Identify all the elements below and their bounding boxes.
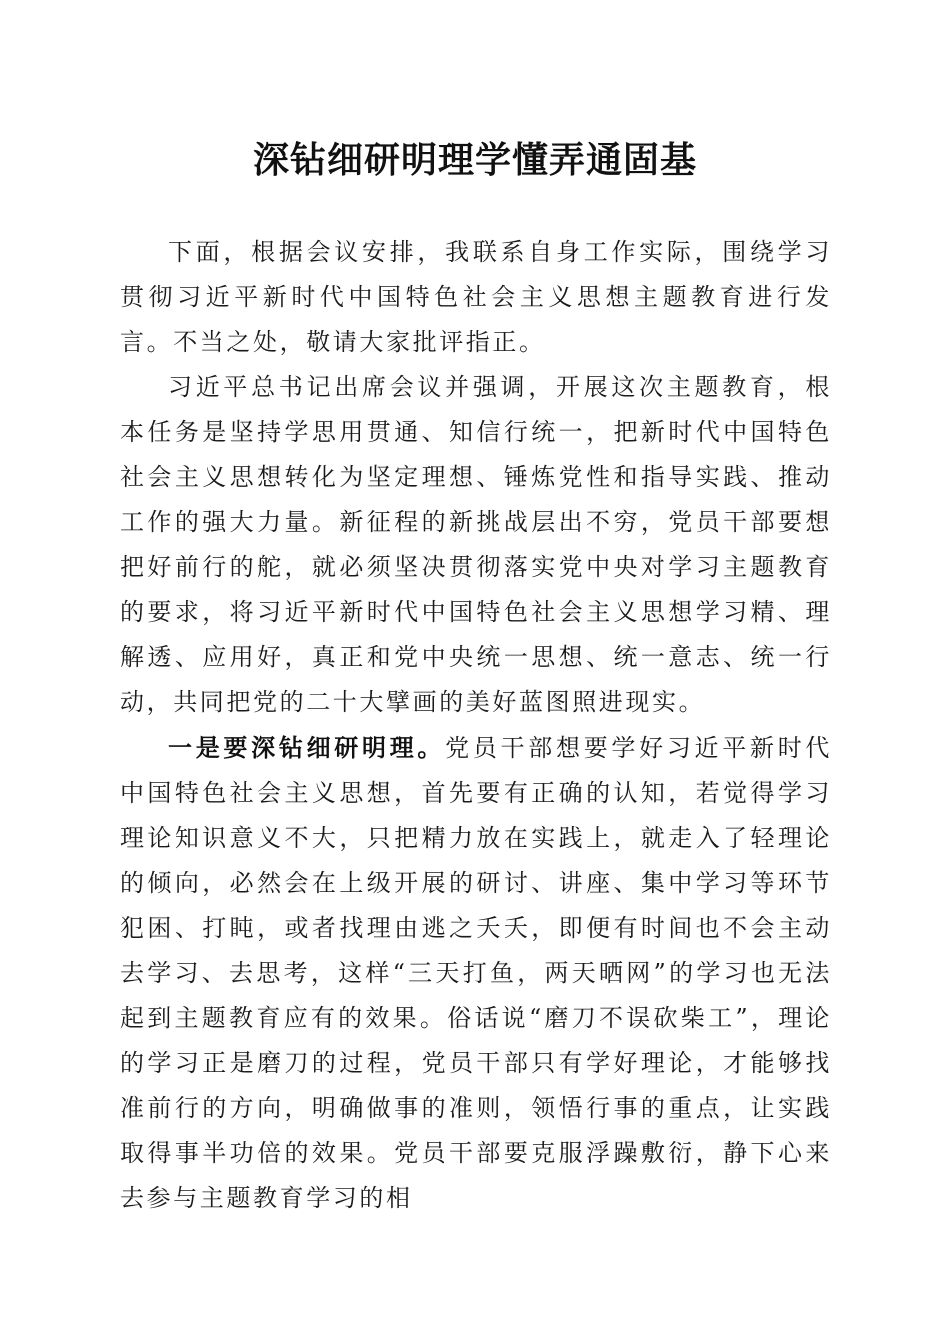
document-title: 深钻细研明理学懂弄通固基 xyxy=(252,139,697,181)
paragraph-intro: 下面，根据会议安排，我联系自身工作实际，围绕学习贯彻习近平新时代中国特色社会主义思想主题教育进行发言。不当之处，敬请大家批评指正。 xyxy=(120,238,832,356)
paragraph-background: 习近平总书记出席会议并强调，开展这次主题教育，根本任务是坚持学思用贯通、知信行统一，把新时代中国特色社会主义思想转化为坚定理想、锤炼党性和指导实践、推动工作的强大力量。新征程的新挑战层出不穷，党员干部要想把好前行的舵，就必须坚决贯彻落实党中央对学习主题教育的要求，将习近平新时代中国特色社会主义思想学习精、理解透、应用好，真正和党中央统一思想、统一意志、统一行动，共同把党的二十大擘画的美好蓝图照进现实。 xyxy=(120,373,832,716)
section-text: 党员干部想要学好习近平新时代中国特色社会主义思想，首先要有正确的认知，若觉得学习理论知识意义不大，只把精力放在实践上，就走入了轻理论的倾向，必然会在上级开展的研讨、讲座、集中学习等环节犯困、打盹，或者找理由逃之夭夭，即便有时间也不会主动去学习、去思考，这样“三天打鱼，两天晒网”的学习也无法起到主题教育应有的效果。俗话说“磨刀不误砍柴工”，理论的学习正是磨刀的过程，党员干部只有学好理论，才能够找准前行的方向，明确做事的准则，领悟行事的重点，让实践取得事半功倍的效果。党员干部要克服浮躁敷衍，静下心来去参与主题教育学习的相 xyxy=(120,734,833,1212)
paragraph-section-one xyxy=(120,725,832,1221)
section-heading: 一是要深钻细研明理。 xyxy=(168,733,446,762)
document-body xyxy=(120,230,832,1221)
